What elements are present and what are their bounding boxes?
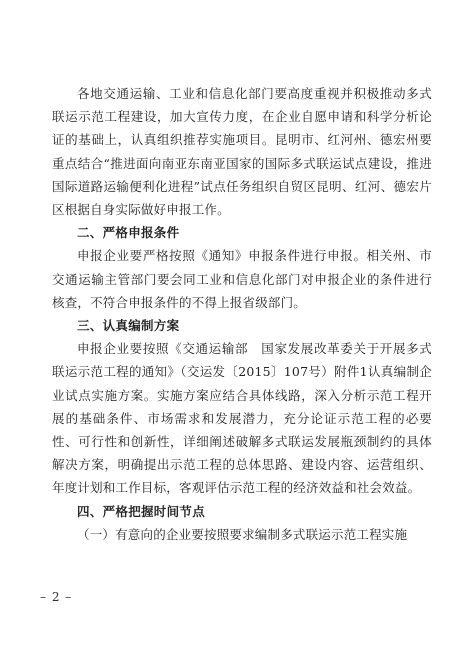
- section-heading-2: 二、严格申报条件: [77, 225, 180, 241]
- paragraph-application-conditions: 申报企业要严格按照《通知》申报条件进行申报。相关州、市交通运输主管部门要会同工业和信息化部门对申报企业的条件进行核查，不符合申报条件的不得上报省级部门。: [52, 248, 432, 310]
- page-number: – 2 –: [40, 590, 73, 604]
- document-body: [52, 82, 432, 546]
- section-heading-4: 四、严格把握时间节点: [77, 503, 206, 519]
- paragraph-intro: 各地交通运输、工业和信息化部门要高度重视并积极推动多式联运示范工程建设，加大宣传力度，在企业自愿申请和科学分析论证的基础上，认真组织推荐实施项目。昆明市、红河州、德宏州要重点结合“推进面向南亚东南亚国家的国际多式联运试点建设，推进国际道路运输便利化进程”试点任务组织自贸区昆明、红河、德宏片区根据自身实际做好申报工作。: [52, 86, 432, 218]
- paragraph-plan-preparation: 申报企业要按照《交通运输部 国家发展改革委关于开展多式联运示范工程的通知》（交运发〔2015〕107号）附件1认真编制企业试点实施方案。实施方案应结合具体线路，深入分析示范工程开展的基础条件、市场需求和发展潜力，充分论证示范工程的必要性、可行性和创新性，详细阐述破解多式联运发展瓶颈制约的具体解决方案，明确提出示范工程的总体思路、建设内容、运营组织、年度计划和工作目标，客观评估示范工程的经济效益和社会效益。: [52, 341, 432, 496]
- paragraph-time-nodes: （一）有意向的企业要按照要求编制多式联运示范工程实施: [77, 526, 408, 542]
- section-heading-3: 三、认真编制方案: [77, 318, 180, 334]
